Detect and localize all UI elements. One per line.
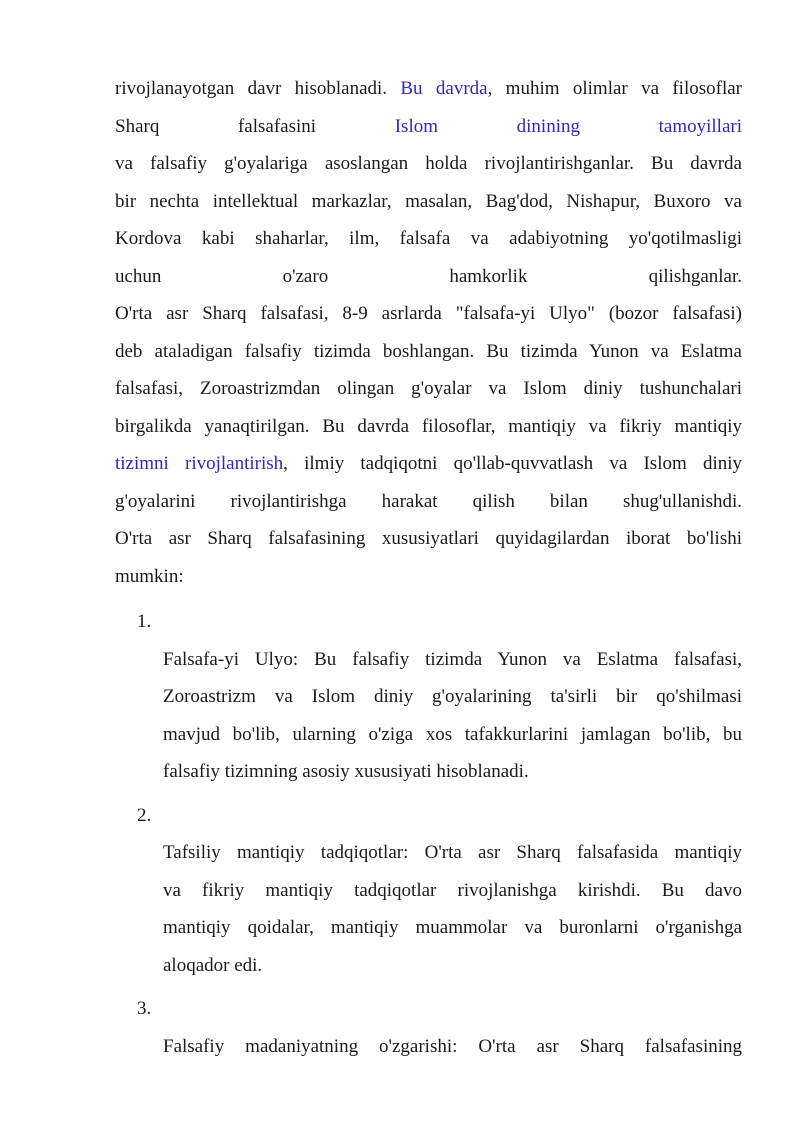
text-line: deb ataladigan falsafiy tizimda boshlangan. Bu tizimda Yunon va Eslatma [115,340,742,362]
text-line: mavjud bo'lib, ularning o'ziga xos tafakkurlarini jamlagan bo'lib, bu [163,723,742,745]
text-line: Falsafiy madaniyatning o'zgarishi: O'rta asr Sharq falsafasining [163,1035,742,1057]
text-line: O'rta asr Sharq falsafasining xususiyatlari quyidagilardan iborat bo'lishi [115,528,742,549]
text-line [115,445,742,483]
text-line: va falsafiy g'oyalariga asoslangan holda rivojlantirishganlar. Bu davrda [115,153,742,174]
text-span: , ilmiy tadqiqotni qo'llab-quvvatlash va Islom diniy [283,453,742,474]
list-item [115,797,742,985]
text-line: Falsafa-yi Ulyo: Bu falsafiy tizimda Yunon va Eslatma falsafasi, [163,648,742,670]
text-line: va fikriy mantiqiy tadqiqotlar rivojlanishga kirishdi. Bu davo [163,879,742,901]
text-line: falsafiy tizimning asosiy xususiyati hisoblanadi. [163,761,529,782]
list-number: 2. [137,804,152,826]
text-line: aloqador edi. [163,954,263,976]
text-line [115,70,742,108]
link-islom-dinining-tamoyillari[interactable]: Islom dinining tamoyillari [394,115,742,137]
text-line [115,108,742,146]
list-number: 1. [137,611,152,632]
numbered-list [115,603,742,1065]
text-line: uchun o'zaro hamkorlik qilishganlar. [115,265,742,287]
list-item-text [163,641,742,791]
link-tizimni-rivojlantirish[interactable]: tizimni rivojlantirish [115,453,284,474]
text-line: birgalikda yanaqtirilgan. Bu davrda filosoflar, mantiqiy va fikriy mantiqiy [115,415,742,437]
text-line: Zoroastrizm va Islom diniy g'oyalarining ta'sirli bir qo'shilmasi [163,686,742,707]
intro-paragraph [115,70,742,595]
list-item [115,990,742,1065]
list-number: 3. [137,998,152,1019]
document-page [115,70,742,1065]
text-line: mantiqiy qoidalar, mantiqiy muammolar va buronlarni o'rganishga [163,917,742,938]
text-line: falsafasi, Zoroastrizmdan olingan g'oyalar va Islom diniy tushunchalari [115,378,742,399]
list-item-text [163,1028,742,1066]
text-span: , muhim olimlar va filosoflar [487,78,742,99]
text-line: g'oyalarini rivojlantirishga harakat qilish bilan shug'ullanishdi. [115,490,742,512]
link-bu-davrda[interactable]: Bu davrda [400,78,488,99]
list-item-text [163,834,742,984]
text-line: Kordova kabi shaharlar, ilm, falsafa va adabiyotning yo'qotilmasligi [115,228,742,249]
text-span: Sharq falsafasini [115,115,395,137]
text-line: bir nechta intellektual markazlar, masalan, Bag'dod, Nishapur, Buxoro va [115,190,742,212]
text-span: rivojlanayotgan davr hisoblanadi. [115,78,401,99]
text-line: Tafsiliy mantiqiy tadqiqotlar: O'rta asr Sharq falsafasida mantiqiy [163,842,742,863]
text-line: mumkin: [115,565,184,587]
list-item [115,603,742,791]
text-line: O'rta asr Sharq falsafasi, 8-9 asrlarda "falsafa-yi Ulyo" (bozor falsafasi) [115,303,742,324]
